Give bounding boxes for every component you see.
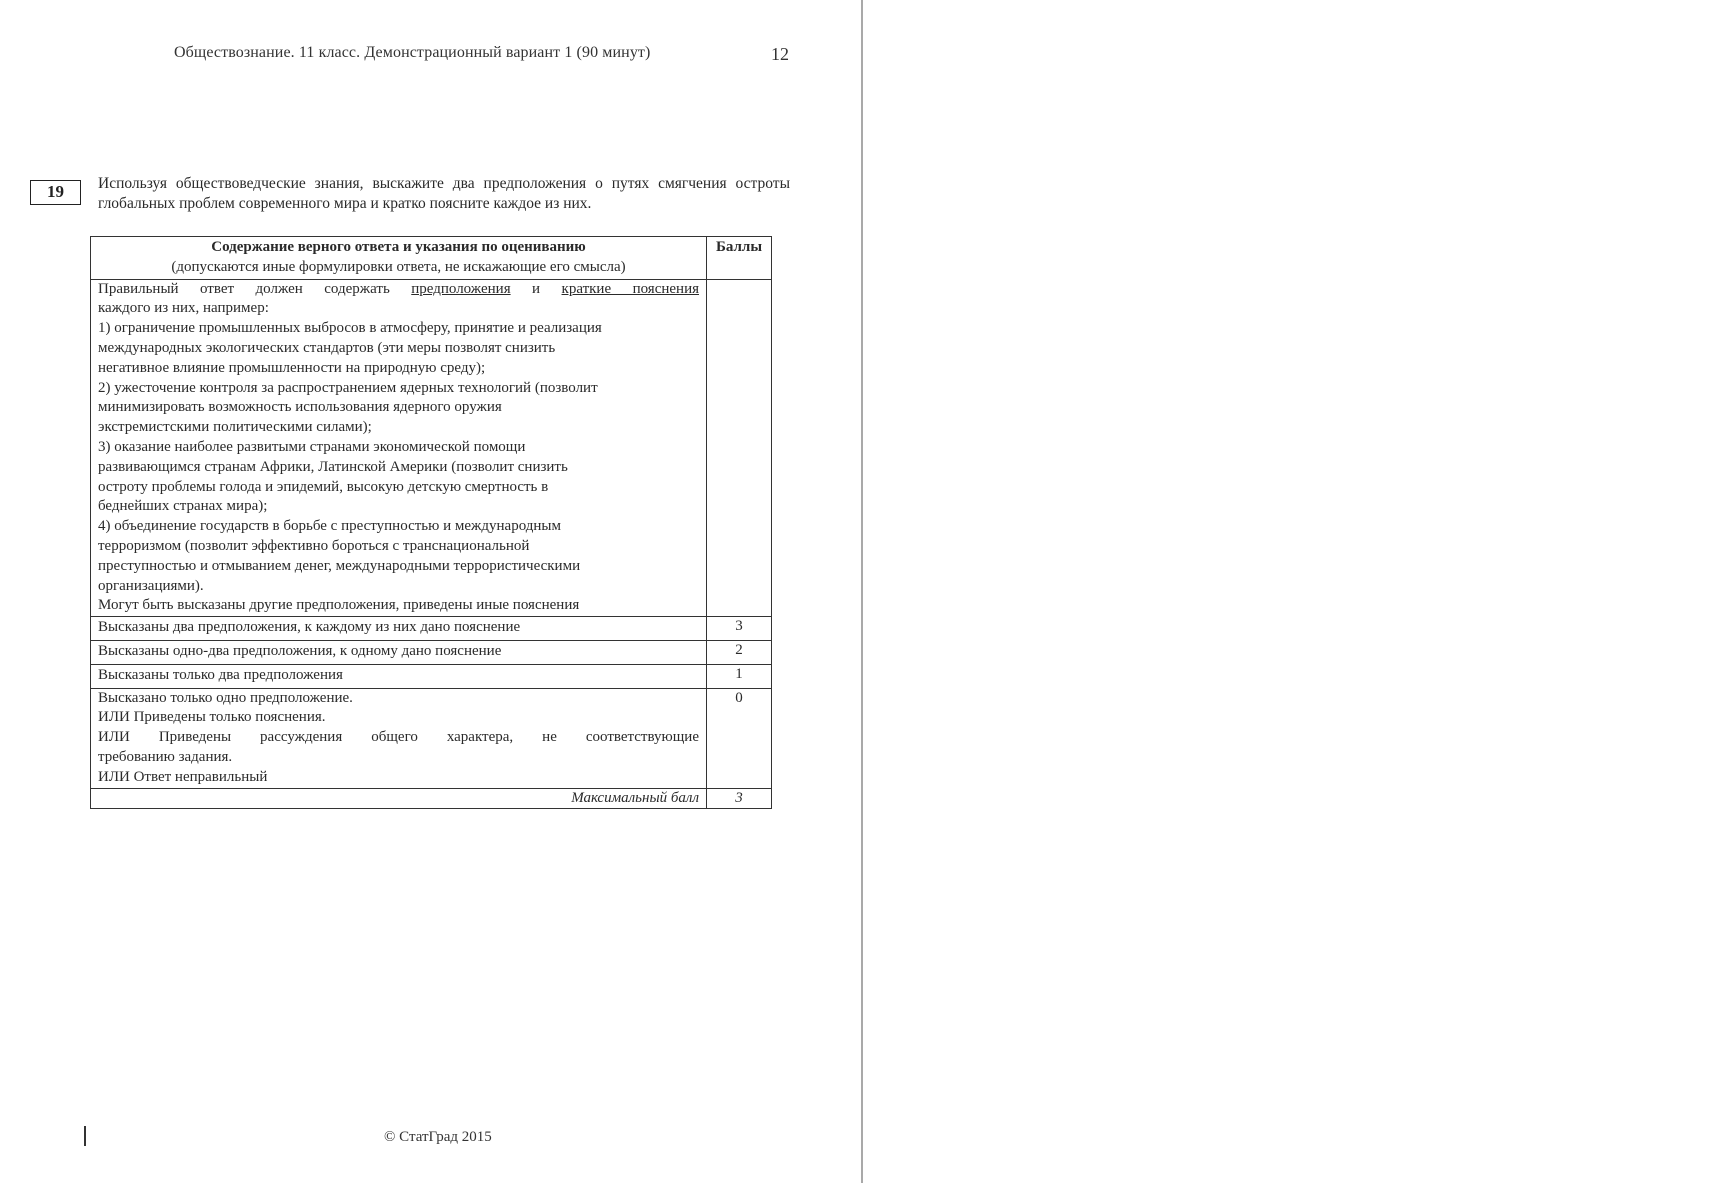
table-header-content	[91, 237, 707, 280]
criterion-text: Высказаны только два предположения	[91, 664, 707, 688]
answer-line: преступностью и отмыванием денег, международными террористическими	[98, 557, 581, 574]
page-header-title: Обществознание. 11 класс. Демонстрационный вариант 1 (90 минут)	[174, 44, 651, 61]
answer-line: 1) ограничение промышленных выбросов в атмосферу, принятие и реализация	[98, 320, 602, 337]
answer-line: Могут быть высказаны другие предположения, приведены иные пояснения	[98, 597, 580, 614]
criterion-zero-text	[91, 688, 707, 788]
answer-line: 3) оказание наиболее развитыми странами экономической помощи	[98, 438, 526, 455]
criterion-score: 3	[707, 617, 772, 641]
answer-line: негативное влияние промышленности на природную среду);	[98, 359, 486, 376]
answer-line: экстремистскими политическими силами);	[98, 419, 372, 436]
answer-line: 2) ужесточение контроля за распространением ядерных технологий (позволит	[98, 379, 598, 396]
criterion-text: Высказаны два предположения, к каждому из них дано пояснение	[91, 617, 707, 641]
grading-table	[90, 236, 772, 809]
criterion-row-1	[91, 664, 772, 688]
task-number-box: 19	[30, 180, 81, 205]
criterion-text: Высказаны одно-два предположения, к одному дано пояснение	[91, 640, 707, 664]
criterion-row-2	[91, 640, 772, 664]
criterion-score: 1	[707, 664, 772, 688]
answer-row	[91, 279, 772, 617]
answer-intro-line	[98, 280, 699, 300]
answer-score-cell	[707, 279, 772, 617]
table-header-row	[91, 237, 772, 280]
criterion-zero-line: ИЛИ Приведены рассуждения общего характера, не соответствующие	[98, 729, 699, 746]
footer-copyright: © СтатГрад 2015	[384, 1129, 492, 1145]
answer-intro-line-2: каждого из них, например:	[98, 300, 269, 317]
answer-line: остроту проблемы голода и эпидемий, высокую детскую смертность в	[98, 478, 549, 495]
criterion-zero-line: требованию задания.	[98, 748, 233, 765]
answer-line: развивающимся странам Африки, Латинской Америки (позволит снизить	[98, 458, 568, 475]
document-page	[0, 0, 860, 1183]
max-score-value: 3	[707, 788, 772, 809]
answer-intro-underlined-1: предположения	[411, 280, 511, 297]
answer-intro-text: Правильный ответ должен содержать	[98, 280, 390, 297]
answer-intro-underlined-2: краткие пояснения	[561, 280, 700, 297]
answer-line: организациями).	[98, 577, 204, 594]
table-header-subtitle: (допускаются иные формулировки ответа, не искажающие его смысла)	[171, 258, 626, 275]
answer-line: 4) объединение государств в борьбе с преступностью и международным	[98, 518, 562, 535]
answer-line: международных экологических стандартов (эти меры позволят снизить	[98, 339, 556, 356]
max-score-row	[91, 788, 772, 809]
table-header-score: Баллы	[707, 237, 772, 280]
answer-line: терроризмом (позволит эффективно бороться с транснациональной	[98, 537, 530, 554]
answer-content	[91, 279, 707, 617]
criterion-score: 0	[707, 688, 772, 788]
task-text: Используя обществоведческие знания, выскажите два предположения о путях смягчения остроты глобальных проблем современного мира и кратко поясните каждое из них.	[98, 175, 790, 212]
page-number: 12	[771, 44, 789, 64]
criterion-zero-line: ИЛИ Ответ неправильный	[98, 768, 268, 785]
table-header-title: Содержание верного ответа и указания по оцениванию	[211, 239, 586, 255]
answer-intro-and: и	[532, 280, 541, 297]
footer-margin-mark	[84, 1126, 86, 1146]
criterion-row-3	[91, 617, 772, 641]
criterion-row-0	[91, 688, 772, 788]
blank-right-pane	[863, 0, 1725, 1183]
criterion-zero-line: ИЛИ Приведены только пояснения.	[98, 709, 326, 726]
criterion-zero-line: Высказано только одно предположение.	[98, 689, 353, 706]
max-score-label: Максимальный балл	[91, 788, 707, 809]
criterion-score: 2	[707, 640, 772, 664]
answer-line: минимизировать возможность использования ядерного оружия	[98, 399, 502, 416]
answer-line: беднейших странах мира);	[98, 498, 268, 515]
